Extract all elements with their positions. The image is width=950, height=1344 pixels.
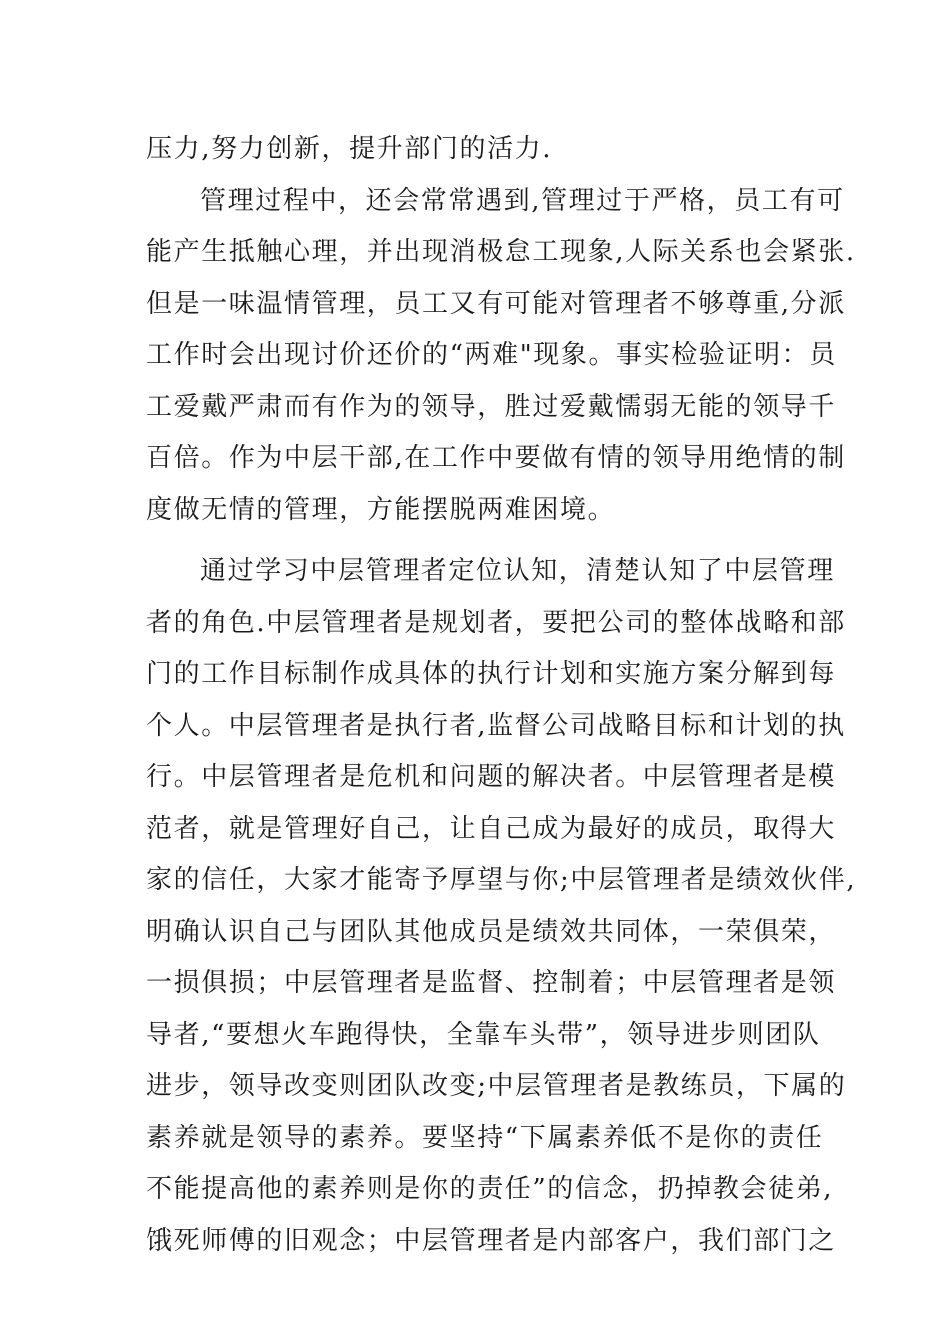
text-line: 压力,努力创新，提升部门的活力. bbox=[146, 134, 553, 164]
text-line: 能产生抵触心理，并出现消极怠工现象,人际关系也会紧张. bbox=[146, 237, 856, 267]
text-line: 饿死师傅的旧观念；中层管理者是内部客户，我们部门之 bbox=[146, 1225, 837, 1256]
text-line: 家的信任，大家才能寄予厚望与你;中层管理者是绩效伙伴, bbox=[146, 865, 857, 895]
text-line: 不能提高他的素养则是你的责任”的信念，扔掉教会徒弟, bbox=[146, 1174, 834, 1204]
text-line: 通过学习中层管理者定位认知，清楚认知了中层管理 bbox=[200, 556, 835, 586]
text-line: 度做无情的管理，方能摆脱两难困境。 bbox=[146, 494, 616, 525]
text-line: 一损俱损；中层管理者是监督、控制着；中层管理者是领 bbox=[146, 968, 837, 998]
text-line: 管理过程中，还会常常遇到,管理过于严格，员工有可 bbox=[200, 185, 845, 216]
text-line: 工爱戴严肃而有作为的领导，胜过爱戴懦弱无能的领导千 bbox=[146, 391, 837, 422]
text-line: 个人。中层管理者是执行者,监督公司战略目标和计划的执 bbox=[146, 710, 846, 741]
text-line: 进步，领导改变则团队改变;中层管理者是教练员，下属的 bbox=[146, 1071, 847, 1101]
text-line: 行。中层管理者是危机和问题的解决者。中层管理者是模 bbox=[146, 762, 837, 792]
text-line: 导者,“要想火车跑得快，全靠车头带”，领导进步则团队 bbox=[146, 1019, 821, 1050]
text-line: 百倍。作为中层干部,在工作中要做有情的领导用绝情的制 bbox=[146, 443, 846, 473]
text-line: 门的工作目标制作成具体的执行计划和实施方案分解到每 bbox=[146, 659, 837, 689]
text-line: 但是一味温情管理，员工又有可能对管理者不够尊重,分派 bbox=[146, 288, 846, 319]
text-line: 素养就是领导的素养。要坚持“下属素养低不是你的责任 bbox=[146, 1122, 824, 1153]
text-line: 范者，就是管理好自己，让自己成为最好的成员，取得大 bbox=[146, 813, 837, 844]
paragraph-gap bbox=[146, 536, 806, 546]
document-page bbox=[146, 124, 857, 1267]
text-line: 工作时会出现讨价还价的“两难"现象。事实检验证明：员 bbox=[146, 340, 837, 370]
text-line: 者的角色.中层管理者是规划者，要把公司的整体战略和部 bbox=[146, 607, 846, 638]
text-line: 明确认识自己与团队其他成员是绩效共同体，一荣俱荣， bbox=[146, 916, 837, 947]
